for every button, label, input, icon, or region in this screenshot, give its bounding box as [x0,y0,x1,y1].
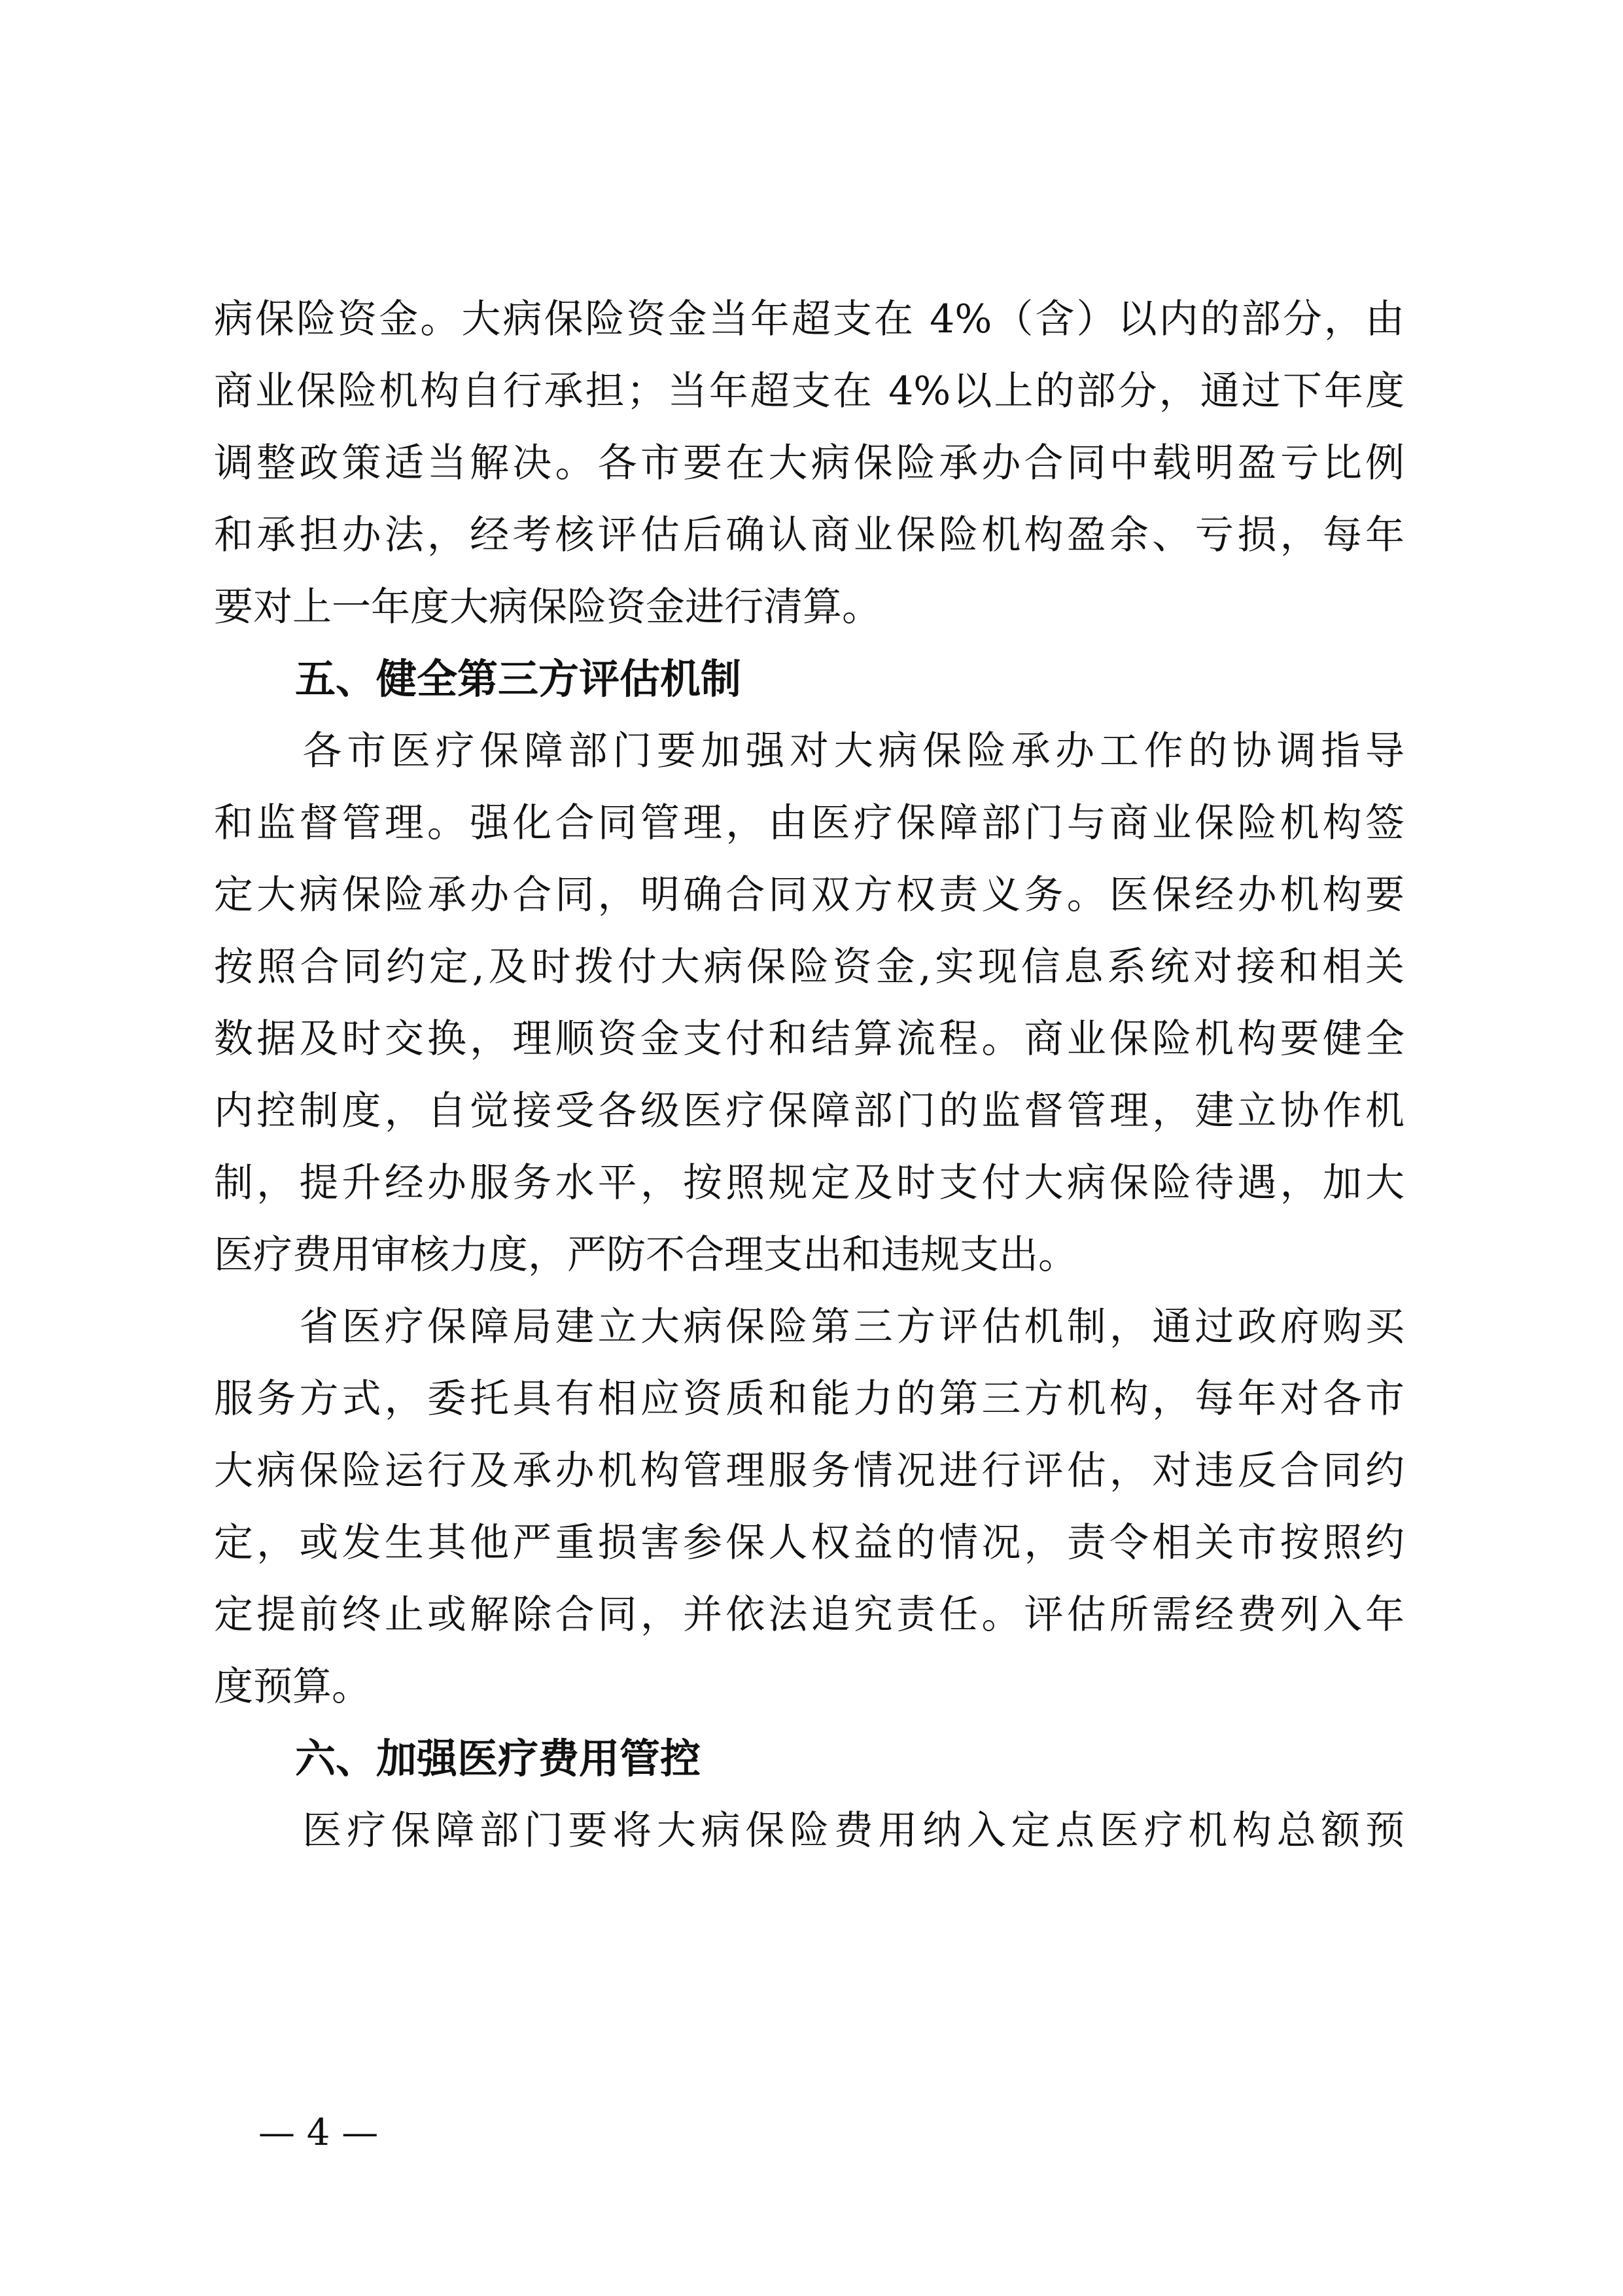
paragraph [214,1291,1405,1723]
paragraph [214,1795,1405,1867]
text-line: 要对上一年度大病保险资金进行清算。 [214,584,881,630]
page-number: — 4 — [258,2111,379,2154]
text-line: 省医疗保障局建立大病保险第三方评估机制，通过政府购买 [214,1304,1405,1350]
text-line: 制，提升经办服务水平，按照规定及时支付大病保险待遇，加大 [214,1160,1405,1206]
paragraph [214,283,1405,643]
text-line: 大病保险运行及承办机构管理服务情况进行评估，对违反合同约 [214,1448,1405,1494]
text-line: 各市医疗保障部门要加强对大病保险承办工作的协调指导 [214,728,1405,774]
text-line: 医疗费用审核力度，严防不合理支出和违规支出。 [214,1232,1077,1278]
section-heading: 五、健全第三方评估机制 [295,655,742,703]
text-line: 定大病保险承办合同，明确合同双方权责义务。医保经办机构要 [214,872,1405,918]
document-body [214,283,1405,1867]
text-line: 数据及时交换，理顺资金支付和结算流程。商业保险机构要健全 [214,1016,1405,1062]
section-heading: 六、加强医疗费用管控 [295,1735,701,1782]
text-line: 服务方式，委托具有相应资质和能力的第三方机构，每年对各市 [214,1376,1405,1422]
paragraph [214,715,1405,1291]
text-line: 和承担办法，经考核评估后确认商业保险机构盈余、亏损，每年 [214,512,1405,558]
text-line: 内控制度，自觉接受各级医疗保障部门的监督管理，建立协作机 [214,1088,1405,1134]
text-line: 医疗保障部门要将大病保险费用纳入定点医疗机构总额预 [214,1808,1405,1854]
text-line: 度预算。 [214,1664,371,1710]
text-line: 调整政策适当解决。各市要在大病保险承办合同中载明盈亏比例 [214,440,1405,486]
text-line: 病保险资金。大病保险资金当年超支在 4%（含）以内的部分，由 [214,296,1405,342]
text-line: 定提前终止或解除合同，并依法追究责任。评估所需经费列入年 [214,1592,1405,1638]
text-line: 和监督管理。强化合同管理，由医疗保障部门与商业保险机构签 [214,800,1405,846]
text-line: 商业保险机构自行承担；当年超支在 4%以上的部分，通过下年度 [214,368,1405,414]
text-line: 按照合同约定,及时拨付大病保险资金,实现信息系统对接和相关 [214,944,1405,990]
text-line: 定，或发生其他严重损害参保人权益的情况，责令相关市按照约 [214,1520,1405,1566]
